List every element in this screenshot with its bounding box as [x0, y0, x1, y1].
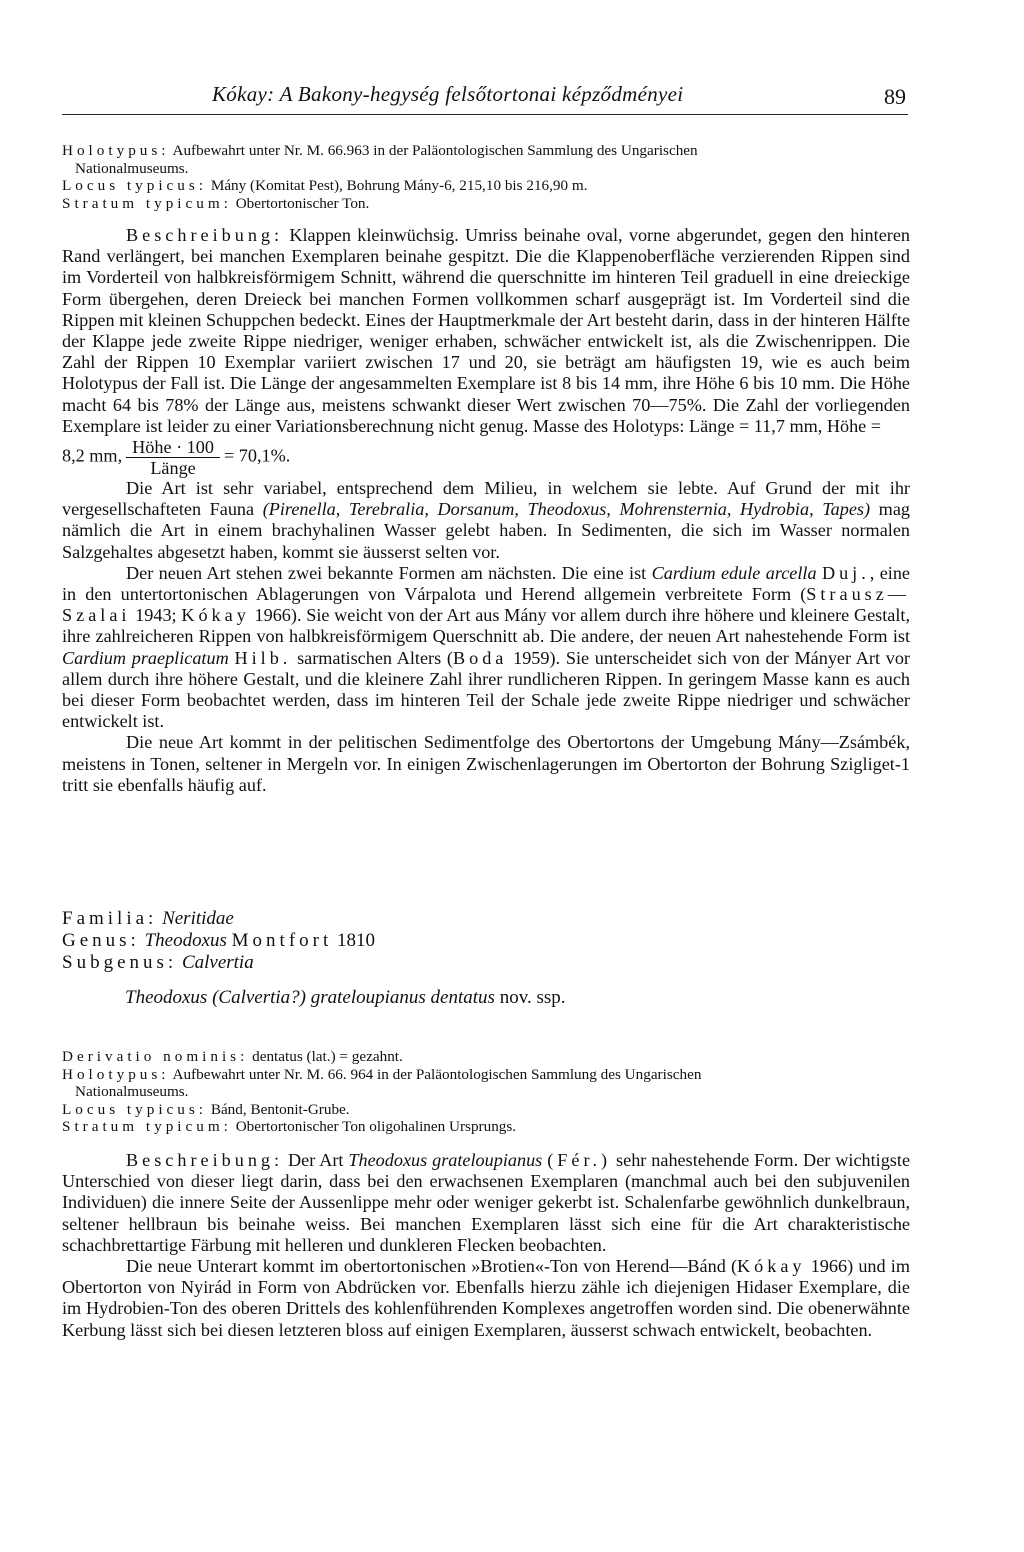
description-2: [62, 1150, 910, 1341]
locus-line-2: Locus typicus: Bánd, Bentonit-Grube.: [62, 1100, 350, 1118]
holotypus-cont-2: Nationalmuseums.: [75, 1083, 189, 1100]
desc1-paragraph-1: Beschreibung: Klappen kleinwüchsig. Umriss beinahe oval, vorne abgerundet, gegen den hinteren Rand verlängert, bei manchen Exemplaren beinahe gespitzt. Die die Klappenoberfläche verzierenden Rippen sind im Vorderteil von halbkreisförmigem Schnitt, während die querschnitte im hinteren Teil graduell in eine dreieckige Form übergehen, deren Dreieck bei manchen Formen vollkommen scharf ausgeprägt ist. Im Vorderteil sind die Rippen mit kleinen Schuppchen bedeckt. Eines der Hauptmerkmale der Art besteht darin, dass in der hinteren Hälfte der Klappe jede zweite Rippe niedriger, weniger erhaben, schwächer entwickelt ist, als die Zwischenrippen. Die Zahl der Rippen 10 Exemplar variiert zwischen 17 und 20, sie beträgt am häufigsten 19, wie es auch beim Holotypus der Fall ist. Die Länge der angesammelten Exemplare ist 8 bis 14 mm, ihre Höhe 6 bis 10 mm. Die Höhe macht 64 bis 78% der Länge aus, meistens schwankt dieser Wert zwischen 70—75%. Die Zahl der vorliegenden Exemplare ist leider zu einer Variationsberechnung nicht genug. Masse des Holotyps: Länge = 11,7 mm, Höhe =: [62, 225, 910, 436]
holotypus-line-2: Holotypus: Aufbewahrt unter Nr. M. 66. 964 in der Paläontologischen Sammlung des Ungarischen: [62, 1065, 702, 1083]
type-metadata-1: [62, 142, 912, 212]
desc2-paragraph-2: Die neue Unterart kommt im obertortonischen »Brotien«-Ton von Herend—Bánd (Kókay 1966) und im Obertorton von Nyirád in Form von Abdrücken vor. Ebenfalls hierzu zähle ich diejenigen Hidaser Exemplare, die im Hydrobien-Ton des oberen Drittels des kohlenführenden Komplexes angetroffen worden sind. Die obenerwähnte Kerbung lässt sich bei diesen letzteren bloss auf einigen Exemplaren, äusserst schwach entwickelt, beobachten.: [62, 1256, 910, 1340]
genus-line: Genus: Theodoxus Montfort 1810: [62, 930, 376, 951]
holotypus-line: Holotypus: Aufbewahrt unter Nr. M. 66.963 in der Paläontologischen Sammlung des Ungarischen: [62, 142, 698, 159]
desc2-paragraph-1: Beschreibung: Der Art Theodoxus grateloupianus (Fér.) sehr nahestehende Form. Der wichtigste Unterschied von dieser liegt darin, dass bei den erwachsenen Exemplaren (manchmal auch bei den subjuvenilen Individuen) die innere Seite der Aussenlippe mehr oder weniger gekerbt ist. Schalenfarbe gewöhnlich dunkelbraun, seltener hellbraun bis beinahe weiss. Bei manchen Exemplaren lässt sich eine für die Art charakteristische schachbrettartige Färbung mit helleren und dunkleren Flecken beobachten.: [62, 1150, 911, 1255]
subgenus-line: Subgenus: Calvertia: [62, 952, 254, 973]
taxonomy-block: [62, 908, 375, 974]
running-header: [62, 78, 908, 115]
desc1-paragraph-2: Die Art ist sehr variabel, entsprechend dem Milieu, in welchem sie lebte. Auf Grund der mit ihr vergesellschafteten Fauna (Pirenella, Terebralia, Dorsanum, Theodoxus, Mohrensternia, Hydrobia, Tapes) mag nämlich die Art in einem brachyhalinen Wasser gelebt haben. In Sedimenten, die sich im Wasser normalen Salzgehaltes abgesetzt haben, kommt sie äusserst selten vor.: [62, 478, 910, 562]
desc1-paragraph-3: Der neuen Art stehen zwei bekannte Formen am nächsten. Die eine ist Cardium edule arcella Duj., eine in den untertortonischen Ablagerungen von Várpalota und Herend allgemein verbreitete Form (Strausz—Szalai 1943; Kókay 1966). Sie weicht von der Art aus Mány vor allem durch ihre höhere und kleinere Gestalt, ihre zahlreicheren Rippen von halbkreisförmigem Querschnitt ab. Die andere, der neuen Art nahestehende Form ist Cardium praeplicatum Hilb. sarmatischen Alters (Boda 1959). Sie unterscheidet sich von der Mányer Art vor allem durch ihre höhere Gestalt, und die kleinere Zahl ihrer rundlicheren Rippen. In geringem Masse kann es auch bei dieser Form beobachtet werden, dass im hinteren Teil der Schale jede zweite Rippe niedriger und schwächer entwickelt ist.: [62, 562, 911, 732]
stratum-line: Stratum typicum: Obertortonischer Ton.: [62, 194, 370, 212]
holotypus-cont: Nationalmuseums.: [75, 159, 189, 177]
formula-fraction: $\frac{\text{Höhe · 100}}{\text{Länge}}$: [126, 437, 220, 478]
derivatio-line: Derivatio nominis: dentatus (lat.) = gezahnt.: [62, 1048, 403, 1065]
description-1: [62, 225, 910, 796]
formula-line: 8,2 mm, $\frac{\text{Höhe · 100}}{\text{Länge}}$ = 70,1%.: [62, 437, 291, 479]
desc1-paragraph-4: Die neue Art kommt in der pelitischen Sedimentfolge des Obertortons der Umgebung Mány—Zsámbék, meistens in Tonen, seltener in Mergeln vor. In einigen Zwischenlagerungen im Obertorton der Bohrung Szigliget-1 tritt sie ebenfalls häufig auf.: [62, 732, 910, 795]
locus-line: Locus typicus: Mány (Komitat Pest), Bohrung Mány-6, 215,10 bis 216,90 m.: [62, 177, 588, 194]
familia-line: Familia: Neritidae: [62, 908, 234, 929]
species-heading: Theodoxus (Calvertia?) grateloupianus dentatus nov. ssp.: [125, 987, 566, 1008]
page-number: 89: [884, 84, 906, 109]
header-title: Kókay: A Bakony-hegység felsőtortonai képződményei: [212, 82, 684, 106]
type-metadata-2: [62, 1048, 912, 1136]
stratum-line-2: Stratum typicum: Obertortonischer Ton oligohalinen Ursprungs.: [62, 1118, 517, 1135]
